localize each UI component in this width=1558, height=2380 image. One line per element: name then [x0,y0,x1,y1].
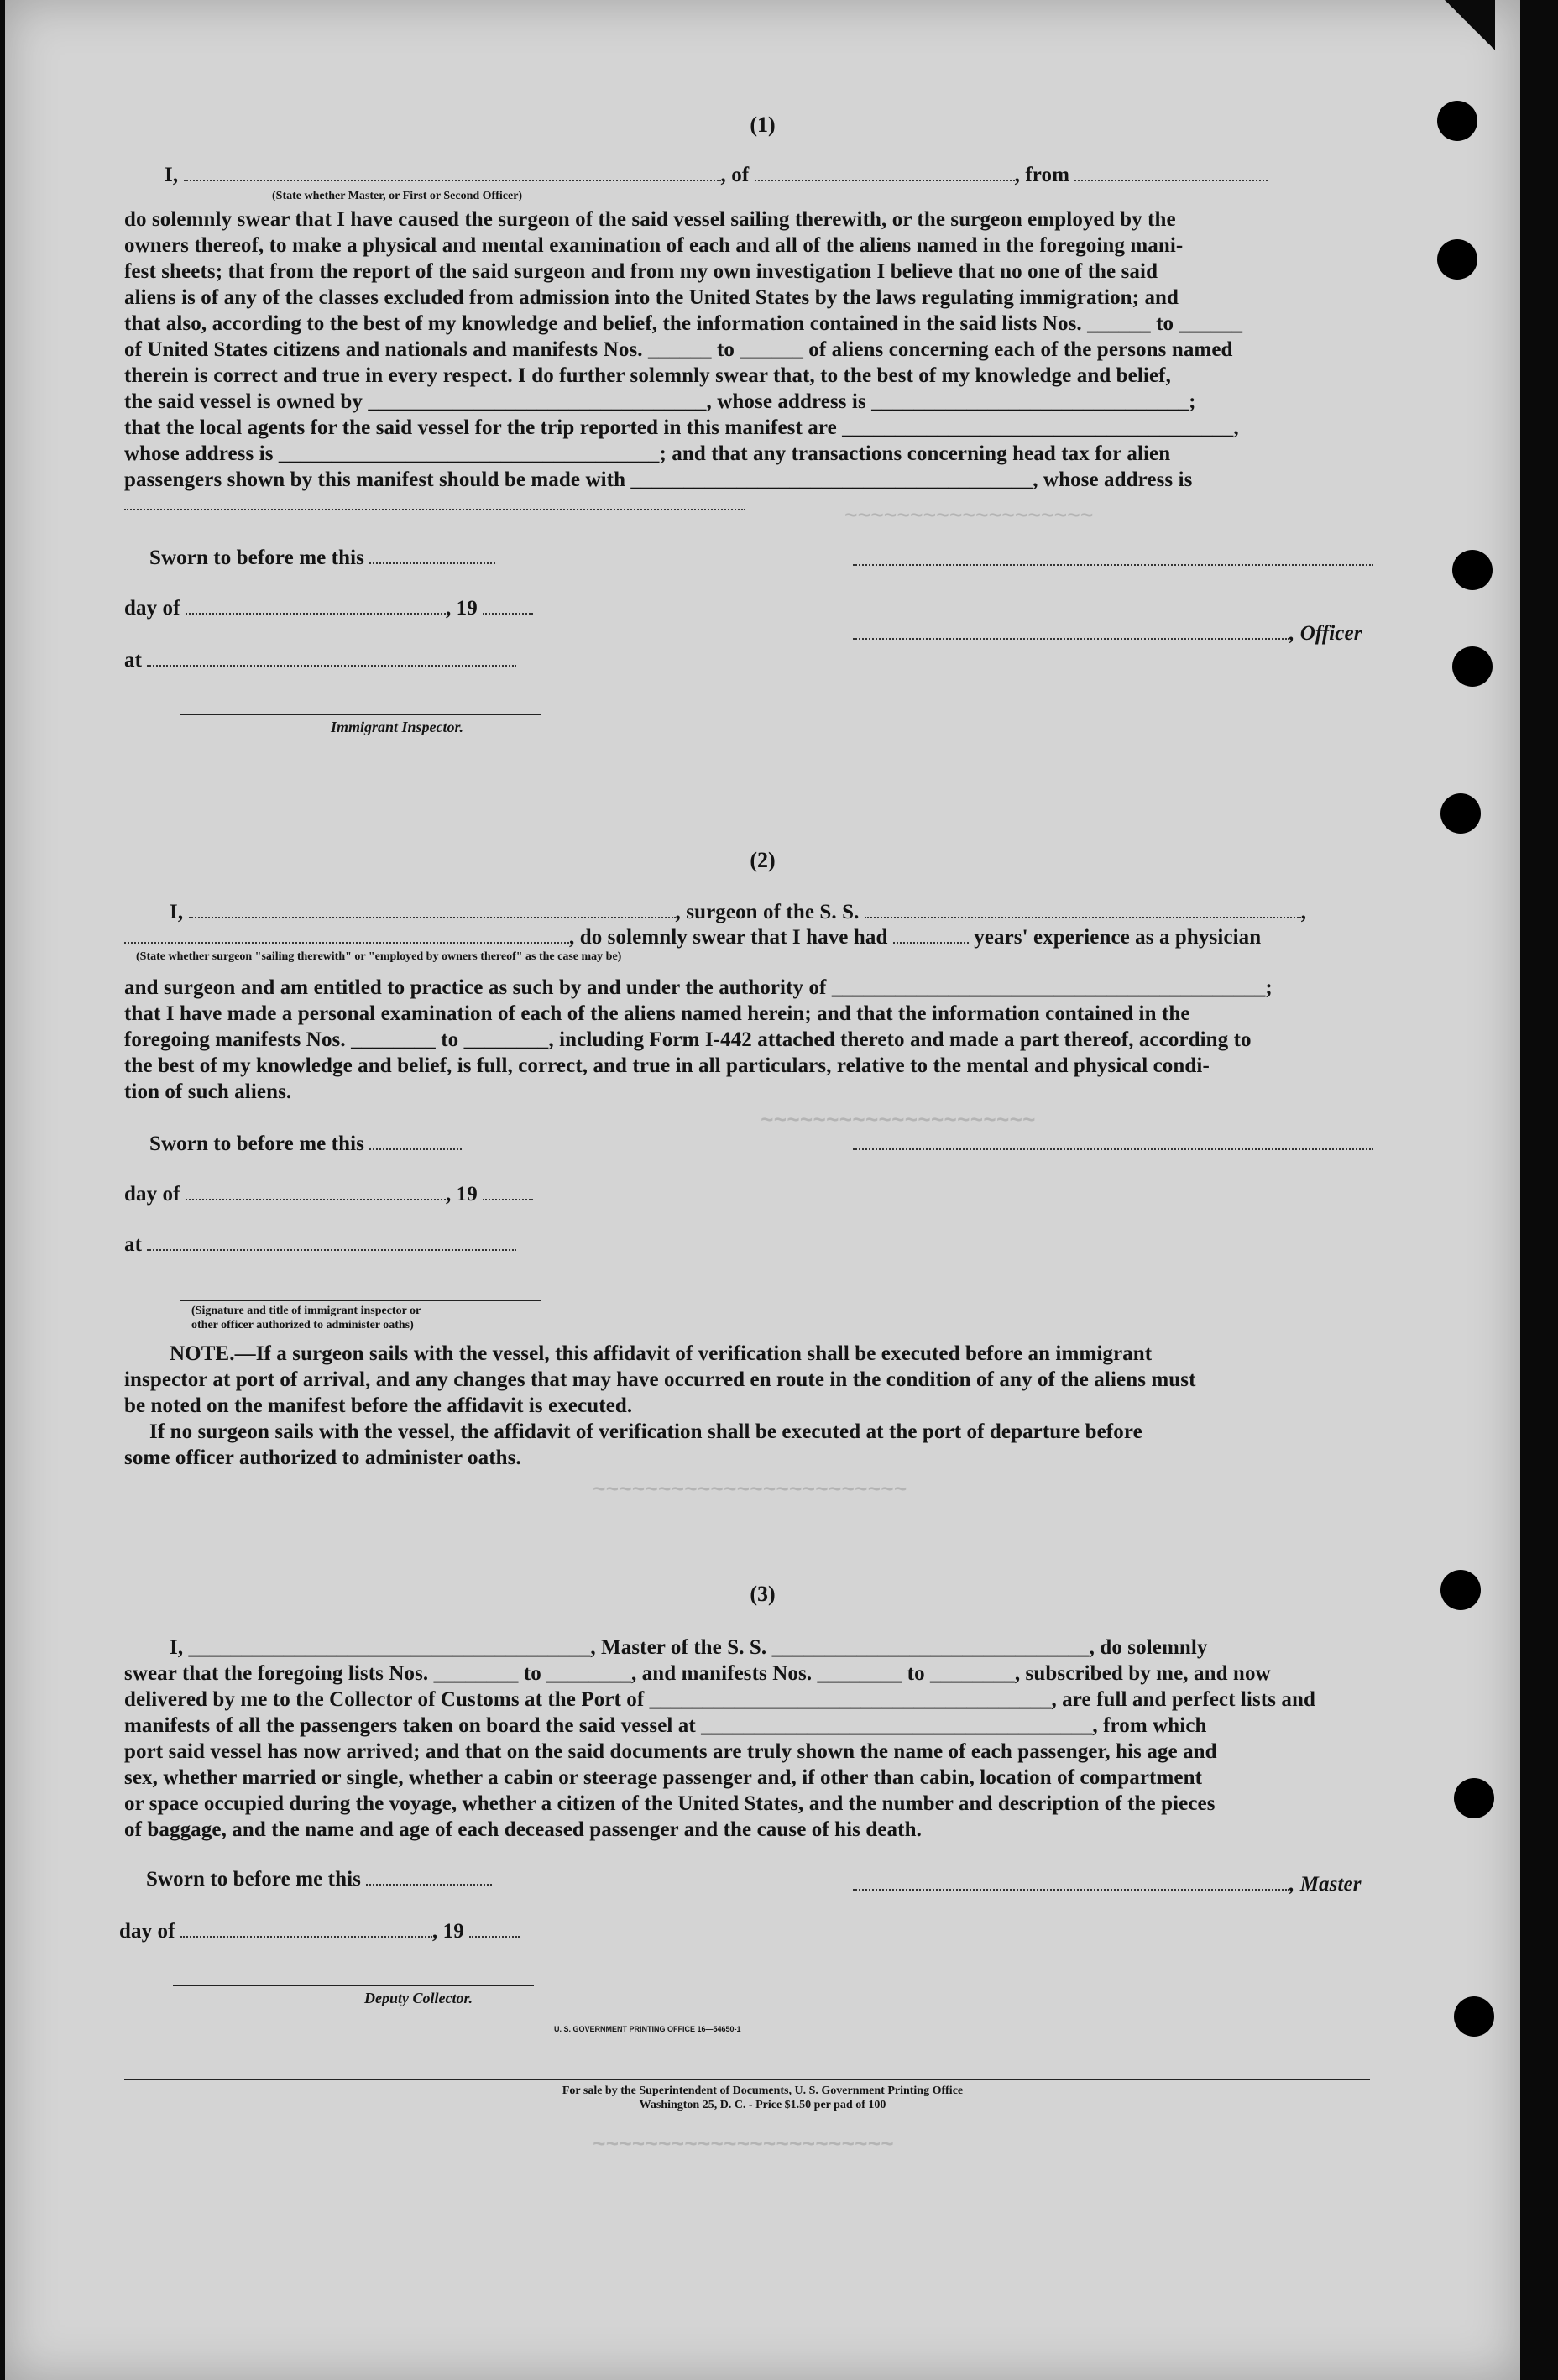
section-1-number: (1) [750,112,776,137]
year-field[interactable] [483,1180,533,1200]
section-2-line: that I have made a personal examination of each of the aliens named herein; and that the information contained in the [124,1002,1190,1025]
text: Sworn to before me this [149,547,364,569]
year-field[interactable] [483,594,533,615]
inspector-label: Immigrant Inspector. [331,719,464,735]
sworn-date-field[interactable] [369,1130,462,1150]
section-1-line: therein is correct and true in every respect. I do further solemnly swear that, to the best of my knowledge and belief, [124,364,1171,387]
at-line [124,646,516,673]
section-1-line: owners thereof, to make a physical and mental examination of each and all of the aliens named in the foregoing mani- [124,234,1184,257]
master-label: , Master [1289,1873,1362,1896]
text: day of [119,1920,175,1943]
officer-signature-blank[interactable] [853,564,1373,566]
officer-note: (State whether Master, or First or Second Officer) [272,190,523,202]
punch-hole [1452,646,1493,687]
section-3-line: or space occupied during the voyage, whether a citizen of the United States, and the number and description of the pieces [124,1792,1216,1815]
torn-corner [1445,0,1495,50]
section-2-second-line [124,923,1261,950]
footer-text: For sale by the Superintendent of Documents, U. S. Government Printing Office [562,2084,964,2097]
section-1-line: passengers shown by this manifest should be made with ______________________________________, whose address is [124,468,1193,491]
text: , surgeon of the S. S. [675,901,860,923]
note-line: some officer authorized to administer oaths. [124,1446,521,1469]
text: , 19 [431,1920,464,1943]
section-1-line: aliens is of any of the classes excluded from admission into the United States by the laws regulating immigration; and [124,286,1179,309]
surgeon-name-field[interactable] [189,898,676,918]
punch-hole [1440,793,1481,834]
inspector-signature-line[interactable] [180,1300,541,1301]
day-field[interactable] [180,1917,432,1938]
bleed-through: ~~~~~~~~~~~~~~~~~~~~~~~~ [593,1478,907,1503]
section-1-line: fest sheets; that from the report of the said surgeon and from my own investigation I believe that no one of the said [124,260,1158,283]
text: day of [124,597,180,620]
vessel-field[interactable] [755,161,1015,181]
section-1-line: that also, according to the best of my knowledge and belief, the information contained in the said lists Nos. ______ to ______ [124,312,1243,335]
day-of-line [119,1917,520,1944]
section-2-first-line: I, , surgeon of the S. S. , [170,898,1306,925]
collector-label: Deputy Collector. [364,1990,473,2006]
footer-rule [124,2079,1370,2080]
sworn-date-field[interactable] [366,1865,492,1886]
section-3-number: (3) [750,1582,776,1606]
years-field[interactable] [893,923,969,944]
text: at [124,1233,143,1256]
section-2-line: and surgeon and am entitled to practice as such by and under the authority of _________________________________________; [124,976,1273,999]
bleed-through: ~~~~~~~~~~~~~~~~~~~~~~~ [593,2132,894,2158]
sworn-line [146,1865,492,1892]
section-1-line: do solemnly swear that I have caused the surgeon of the said vessel sailing therewith, or the surgeon employed by the [124,208,1176,231]
text: years' experience as a physician [974,926,1262,949]
officer-field[interactable] [853,620,1289,640]
section-2-line: tion of such aliens. [124,1080,292,1103]
sworn-line [149,544,495,571]
punch-hole [1454,1778,1494,1818]
day-field[interactable] [186,594,446,615]
text: , 19 [445,1183,478,1206]
section-2-number: (2) [750,848,776,872]
section-3-line: manifests of all the passengers taken on board the said vessel at _____________________________________, from which [124,1714,1207,1737]
bleed-through: ~~~~~~~~~~~~~~~~~~~~~ [761,1108,1036,1133]
note-line: If no surgeon sails with the vessel, the affidavit of verification shall be executed at the port of departure before [149,1420,1142,1443]
at-field[interactable] [147,646,516,667]
bleed-through: ~~~~~~~~~~~~~~~~~~~ [844,504,1094,529]
text: , of [720,164,750,186]
officer-line [853,620,1362,646]
punch-hole [1452,550,1493,590]
text: I, [170,901,184,923]
text: , from [1014,164,1070,186]
punch-hole [1454,1996,1494,2037]
at-field[interactable] [147,1231,516,1251]
collector-signature-line[interactable] [173,1985,534,1986]
section-3-line: delivered by me to the Collector of Customs at the Port of ______________________________________, are full and perfect lists and [124,1688,1316,1711]
inspector-signature-line[interactable] [180,714,541,715]
section-3-line: I, ______________________________________, Master of the S. S. ______________________________, do solemnly [170,1636,1208,1659]
surgeon-type-field[interactable] [124,923,569,944]
sworn-line [149,1130,462,1157]
text: , do solemnly swear that I have had [569,926,888,949]
section-3-line: swear that the foregoing lists Nos. ________ to ________, and manifests Nos. ________ to ________, subscribed by me, and now [124,1662,1271,1685]
punch-hole [1437,239,1477,280]
year-field[interactable] [469,1917,520,1938]
section-1-line: of United States citizens and nationals and manifests Nos. ______ to ______ of aliens concerning each of the persons named [124,338,1233,361]
day-of-line [124,594,533,621]
address-blank[interactable] [124,509,745,510]
master-line [853,1870,1362,1897]
name-field[interactable] [184,161,721,181]
section-3-line: of baggage, and the name and age of each deceased passenger and the cause of his death. [124,1818,922,1841]
day-field[interactable] [186,1180,446,1200]
text: day of [124,1183,180,1206]
section-1-line: the said vessel is owned by ________________________________, whose address is ______________________________; [124,390,1196,413]
section-2-line: the best of my knowledge and belief, is full, correct, and true in all particulars, relative to the mental and physical condi- [124,1054,1210,1077]
section-1-line: that the local agents for the said vessel for the trip reported in this manifest are _____________________________________, [124,416,1239,439]
text: , 19 [445,597,478,620]
master-signature-field[interactable] [853,1870,1289,1891]
text: Sworn to before me this [146,1868,361,1891]
manifest-affidavit-page [5,0,1520,2380]
printing-office-line: U. S. GOVERNMENT PRINTING OFFICE 16—54650-1 [554,2025,741,2033]
section-3-line: port said vessel has now arrived; and that on the said documents are truly shown the name of each passenger, his age and [124,1740,1217,1763]
from-field[interactable] [1074,161,1268,181]
day-of-line [124,1180,533,1207]
section-1-first-line [165,161,1268,188]
section-2-line: foregoing manifests Nos. ________ to ________, including Form I-442 attached thereto and made a part thereof, according to [124,1028,1252,1051]
section-3-line: sex, whether married or single, whether a cabin or steerage passenger and, if other than cabin, location of compartment [124,1766,1203,1789]
text: I, [165,164,179,186]
note-line: inspector at port of arrival, and any changes that may have occurred en route in the condition of any of the aliens must [124,1368,1196,1391]
footer-text: Washington 25, D. C. - Price $1.50 per pad of 100 [639,2099,886,2111]
text: at [124,649,143,672]
section-1-line: whose address is ____________________________________; and that any transactions concerning head tax for alien [124,442,1171,465]
text: Sworn to before me this [149,1132,364,1155]
surgeon-vessel-field[interactable] [865,898,1301,918]
at-line [124,1231,516,1258]
note-line: be noted on the manifest before the affidavit is executed. [124,1394,633,1417]
signature-note: other officer authorized to administer oaths) [191,1319,414,1331]
sworn-date-field[interactable] [369,544,495,564]
signature-note: (Signature and title of immigrant inspector or [191,1305,421,1317]
note-line: NOTE.—If a surgeon sails with the vessel, this affidavit of verification shall be executed before an immigrant [170,1342,1153,1365]
officer-label: , Officer [1289,622,1362,645]
surgeon-signature-blank[interactable] [853,1148,1373,1150]
surgeon-note: (State whether surgeon "sailing therewith" or "employed by owners thereof" as the case may be) [136,950,622,963]
